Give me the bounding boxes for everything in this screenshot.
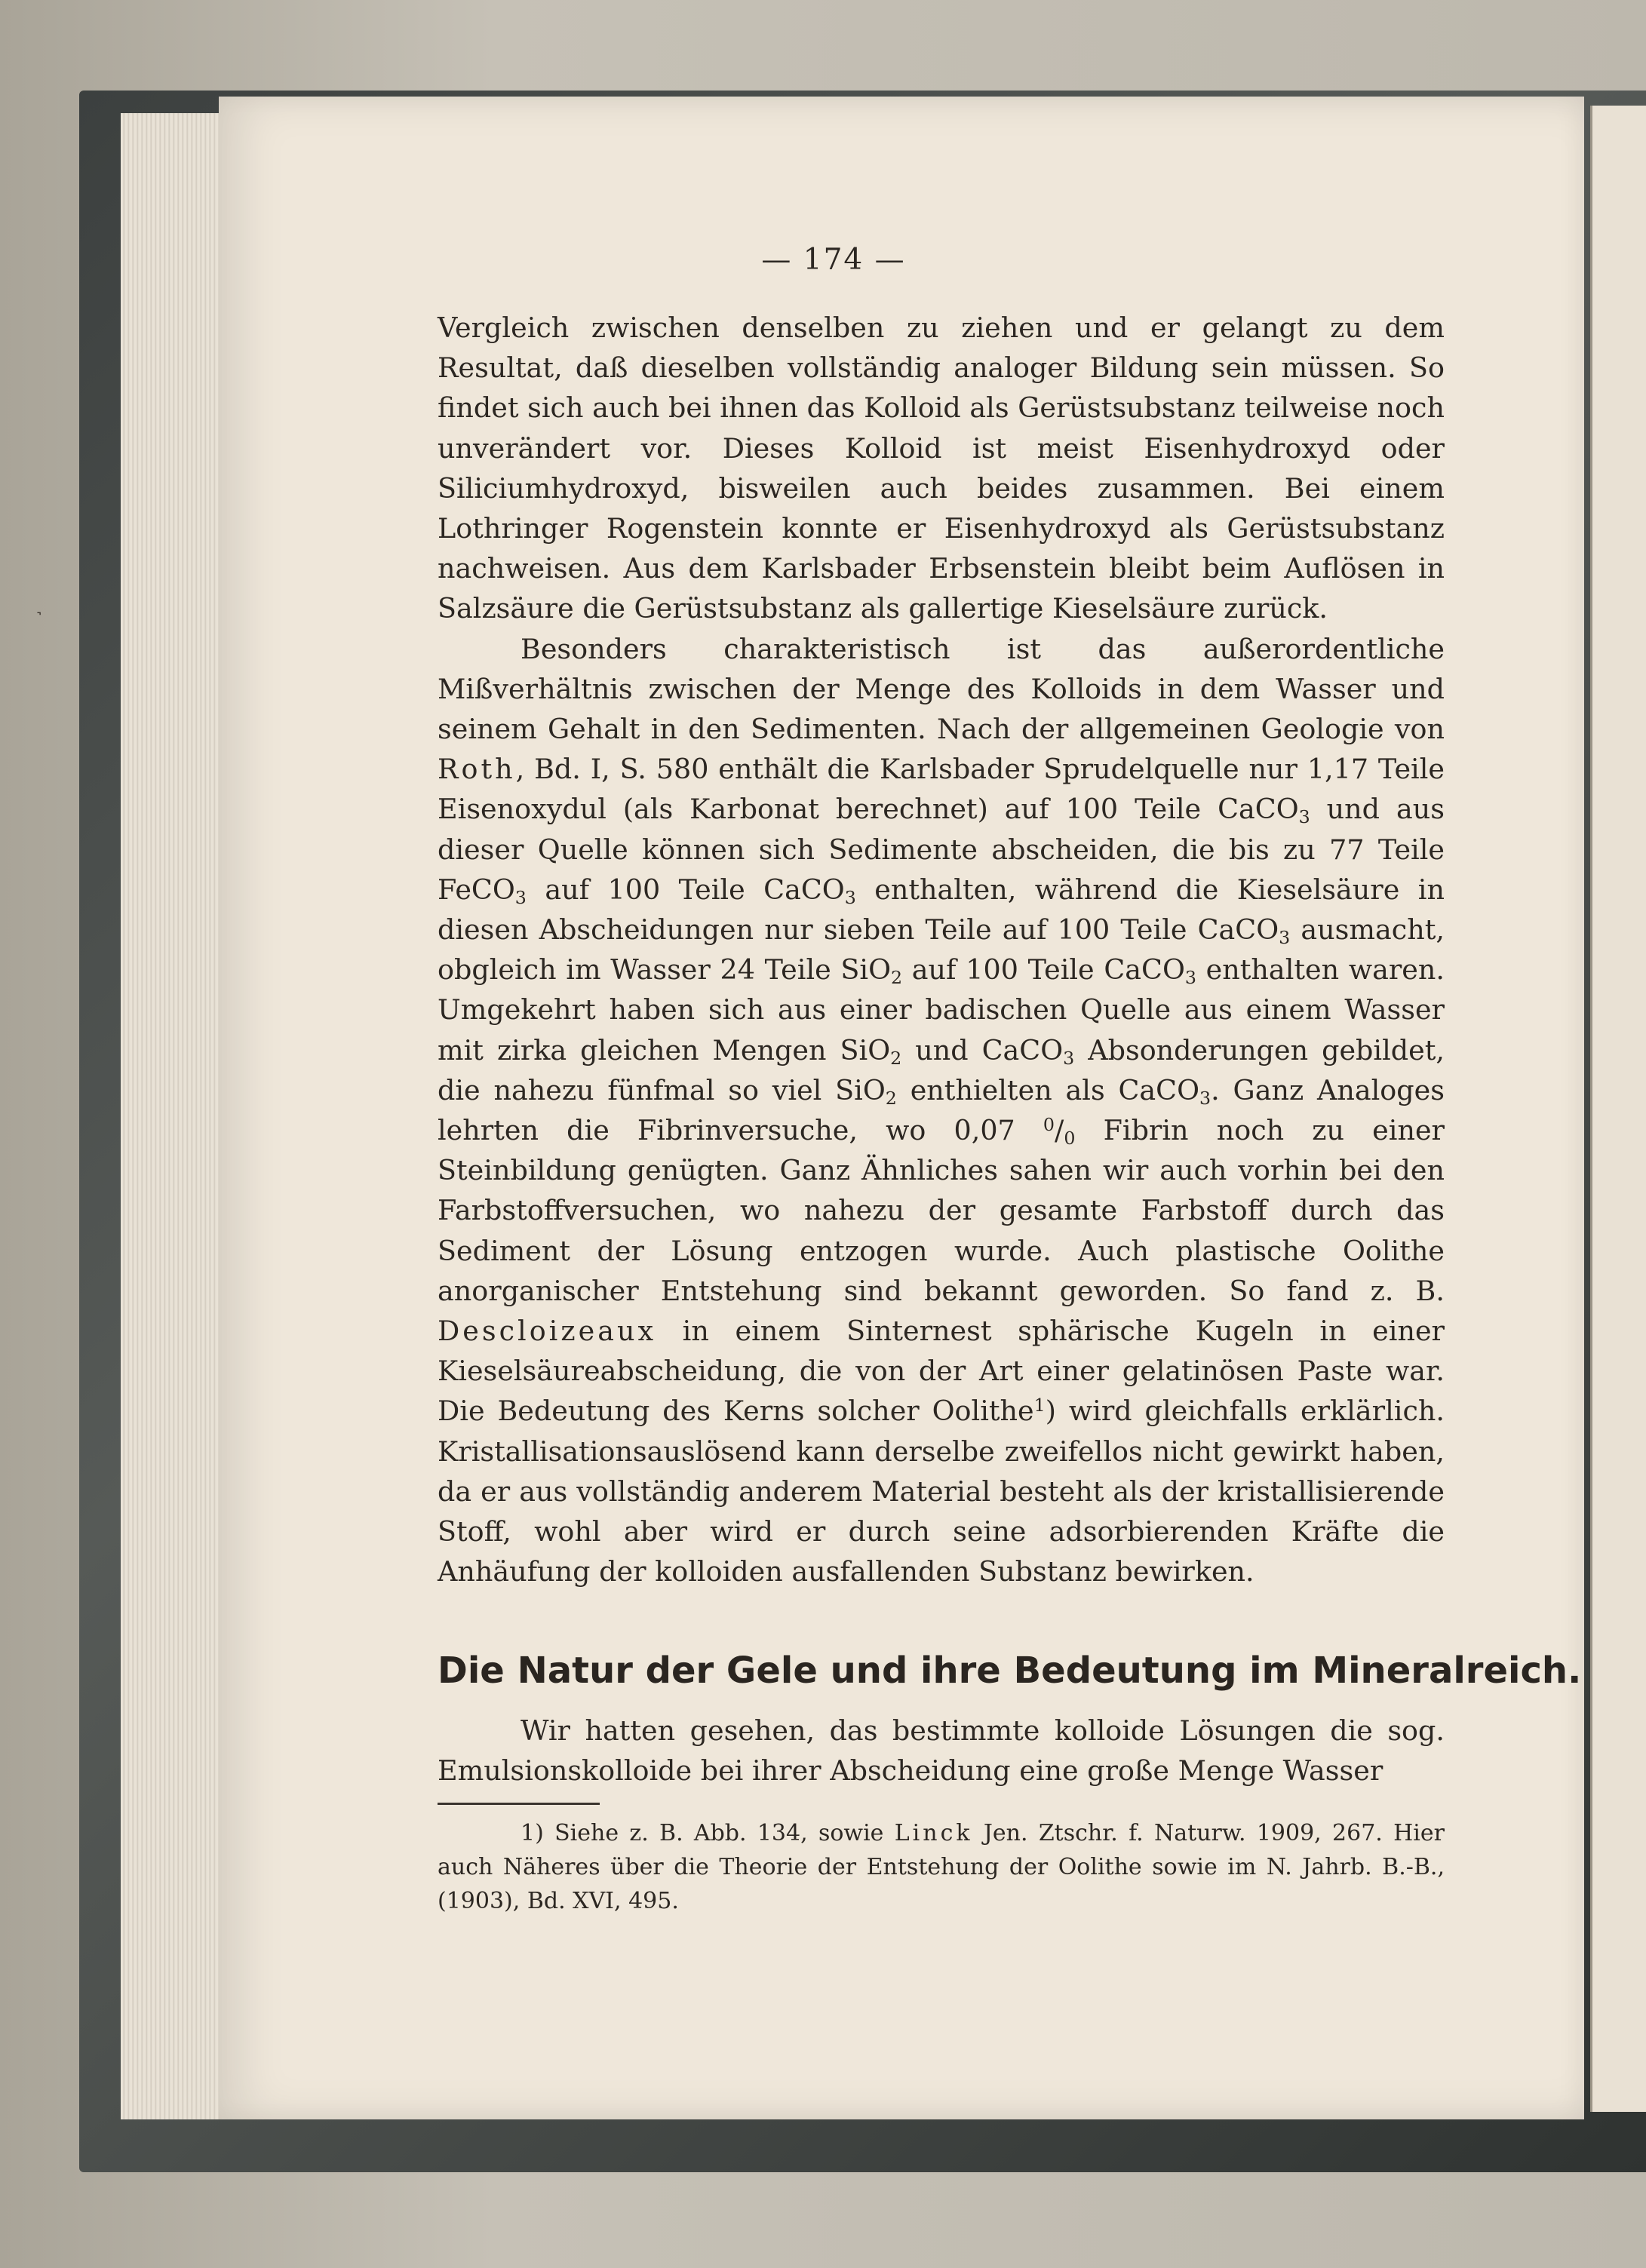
paragraph-1-text: Vergleich zwischen denselben zu ziehen und er gelangt zu dem Resultat, daß dieselben vollständig analoger Bildung sein müssen. So findet sich auch bei ihnen das Kolloid als Gerüstsubstanz teilweise noch unverändert vor. Dieses Kolloid ist meist Eisenhydroxyd oder Siliciumhydroxyd, bisweilen auch beides zusammen. Bei einem Lothringer Rogenstein konnte er Eisenhydroxyd als Gerüstsubstanz nachweisen. Aus dem Karlsbader Erbsenstein bleibt beim Auflösen in Salzsäure die Gerüstsubstanz als gallertige Kieselsäure zurück. — [438, 312, 1445, 625]
subscript: 2 — [890, 1047, 902, 1069]
footnote — [438, 1816, 1445, 1918]
footnote-divider — [438, 1803, 600, 1805]
subscript: 3 — [514, 886, 527, 908]
subscript: 2 — [885, 1087, 897, 1109]
facing-page-edge — [1590, 106, 1646, 2112]
percent-slash: / — [1055, 1114, 1064, 1147]
text-run: und CaCO — [901, 1033, 1064, 1066]
section-heading: Die Natur der Gele und ihre Bedeutung im Mineralreich. — [438, 1650, 1582, 1692]
text-run: und aus dieser Quelle können sich Sedimente abscheiden, die bis zu 77 Teile FeCO — [438, 793, 1445, 906]
text-run: 1) Siehe z. B. Abb. 134, sowie — [521, 1820, 895, 1846]
section-body — [438, 1711, 1445, 1791]
text-run: Jen. Ztschr. f. Naturw. 1909, 267. Hier auch Näheres über die Theorie der Entstehung der Oolithe sowie im N. Jahrb. B.-B., (1903), Bd. XVI, 495. — [438, 1820, 1445, 1914]
text-run: Wir hatten gesehen, das bestimmte kolloide Lösungen die sog. Emulsionskolloide bei ihrer Abscheidung eine große Menge Wasser — [438, 1714, 1445, 1788]
subscript: 3 — [1279, 926, 1291, 948]
author-name-roth: Roth — [438, 753, 516, 786]
author-name-descloizeaux: Descloizeaux — [438, 1315, 657, 1348]
text-run: ) wird gleichfalls erklärlich. Kristallisationsauslösend kann derselbe zweifellos nicht gewirkt haben, da er aus vollständig anderem Material besteht als der kristallisierende Stoff, wohl aber wird er durch seine adsorbierenden Kräfte die Anhäufung der kolloiden ausfallenden Substanz bewirken. — [438, 1395, 1445, 1588]
text-run: Besonders charakteristisch ist das außerordentliche Mißverhältnis zwischen der Menge des Kolloids in dem Wasser und seinem Gehalt in den Sedimenten. Nach der allgemeinen Geologie von — [438, 632, 1445, 746]
paragraph-2 — [438, 629, 1445, 1592]
percent-superscript: 0 — [1043, 1114, 1055, 1136]
subscript: 2 — [891, 967, 903, 989]
text-run: in einem Sinternest sphärische Kugeln in einer Kieselsäureabscheidung, die von der Art einer gelatinösen Paste war. Die Bedeutung des Kerns solcher Oolithe — [438, 1315, 1445, 1428]
subscript: 3 — [1298, 806, 1310, 828]
subscript: 3 — [844, 886, 856, 908]
percent-subscript: 0 — [1064, 1127, 1076, 1149]
text-run: enthalten, während die Kieselsäure in diesen Abscheidungen nur sieben Teile auf 100 Teile CaCO — [438, 873, 1445, 947]
text-run: Fibrin noch zu einer Steinbildung genügten. Ganz Ähnliches sahen wir auch vorhin bei den Farbstoffversuchen, wo nahezu der gesamte Farbstoff durch das Sediment der Lösung entzogen wurde. Auch plastische Oolithe anorganischer Entstehung sind bekannt geworden. So fand z. B. — [438, 1114, 1445, 1307]
footnote-reference: 1 — [1033, 1395, 1046, 1416]
text-run: . Ganz Analoges lehrten die Fibrinversuche, wo 0,07 — [438, 1073, 1445, 1147]
subscript: 3 — [1184, 967, 1196, 989]
subscript: 3 — [1063, 1047, 1075, 1069]
text-run: ausmacht, obgleich im Wasser 24 Teile SiO — [438, 913, 1445, 987]
text-run: enthielten als CaCO — [896, 1073, 1200, 1106]
text-run: auf 100 Teile CaCO — [526, 873, 845, 906]
page-number: — 174 — — [761, 243, 906, 277]
paragraph-1 — [438, 308, 1445, 629]
margin-mark: ˺ — [36, 610, 42, 629]
paragraph-3 — [438, 1711, 1445, 1791]
text-run: enthalten waren. Umgekehrt haben sich aus einer badischen Quelle aus einem Wasser mit zirka gleichen Mengen SiO — [438, 953, 1445, 1066]
page-body — [438, 308, 1445, 1592]
author-name-linck: Linck — [894, 1820, 973, 1846]
text-run: , Bd. I, S. 580 enthält die Karlsbader Sprudelquelle nur 1,17 Teile Eisenoxydul (als Karbonat berechnet) auf 100 Teile CaCO — [438, 753, 1445, 826]
text-run: auf 100 Teile CaCO — [902, 953, 1185, 987]
page-edges — [121, 113, 224, 2119]
subscript: 3 — [1199, 1087, 1211, 1109]
text-run: Absonderungen gebildet, die nahezu fünfmal so viel SiO — [438, 1033, 1445, 1106]
